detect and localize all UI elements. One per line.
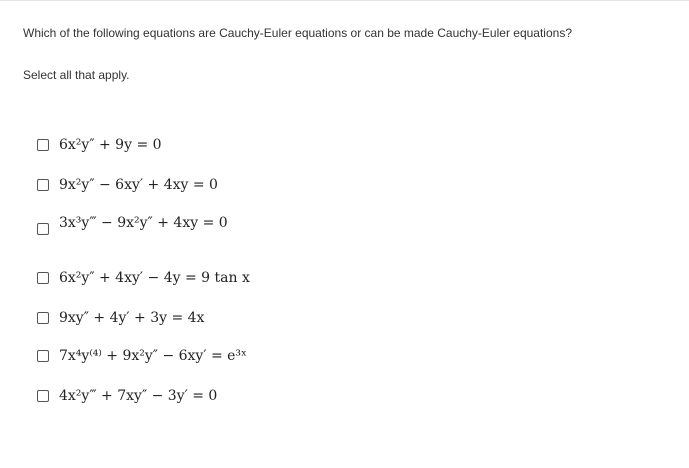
top-divider [0, 0, 689, 1]
option-1-checkbox[interactable] [37, 139, 49, 151]
option-3-label: 3x³y‴ − 9x²y″ + 4xy = 0 [59, 215, 228, 231]
option-6-checkbox[interactable] [37, 350, 49, 362]
option-4-label: 6x²y″ + 4xy′ − 4y = 9 tan x [59, 270, 250, 286]
option-2-label: 9x²y″ − 6xy′ + 4xy = 0 [59, 177, 218, 193]
option-7-label: 4x²y‴ + 7xy″ − 3y′ = 0 [59, 388, 218, 404]
option-1-label: 6x²y″ + 9y = 0 [59, 137, 162, 153]
option-3-checkbox[interactable] [37, 223, 49, 235]
question-instruction: Select all that apply. [23, 68, 130, 82]
question-prompt: Which of the following equations are Cauchy-Euler equations or can be made Cauchy-Euler equations? [23, 26, 572, 40]
option-7-checkbox[interactable] [37, 390, 49, 402]
option-5-checkbox[interactable] [37, 312, 49, 324]
option-2-checkbox[interactable] [37, 179, 49, 191]
option-6-label: 7x⁴y⁽⁴⁾ + 9x²y″ − 6xy′ = e³ˣ [59, 348, 247, 364]
option-4-checkbox[interactable] [37, 272, 49, 284]
option-5-label: 9xy″ + 4y′ + 3y = 4x [59, 310, 205, 326]
